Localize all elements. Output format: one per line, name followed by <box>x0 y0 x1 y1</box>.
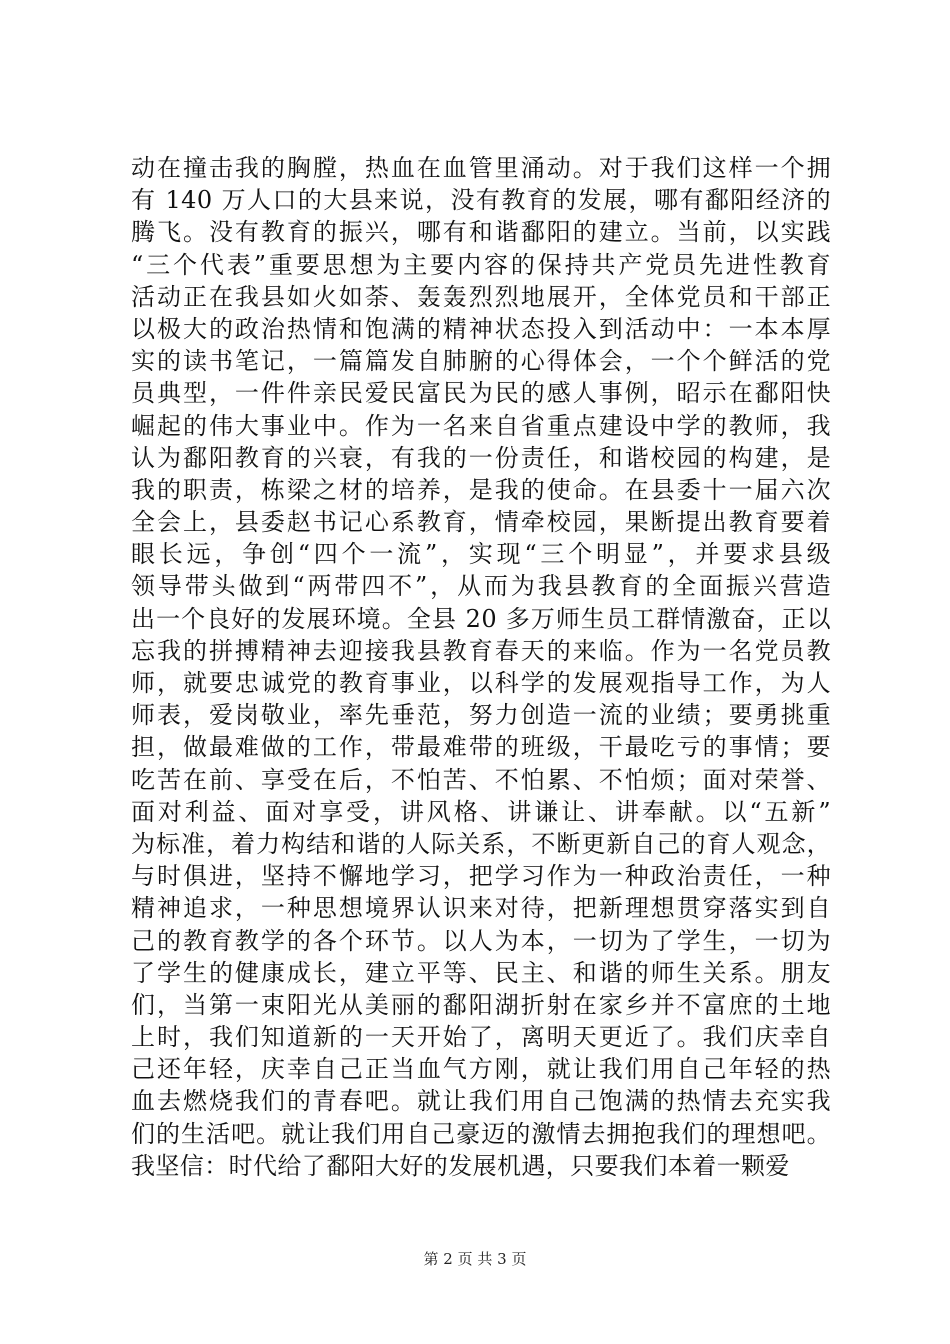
text-line-8: 员典型，一件件亲民爱民富民为民的感人事例，昭示在鄱阳快 <box>131 379 831 408</box>
body-text <box>131 152 831 1182</box>
text-line-7: 实的读书笔记，一篇篇发自肺腑的心得体会，一个个鲜活的党 <box>131 347 831 376</box>
text-line-9: 崛起的伟大事业中。作为一名来自省重点建设中学的教师，我 <box>131 411 831 440</box>
text-line-4: “三个代表”重要思想为主要内容的保持共产党员先进性教育 <box>131 250 831 279</box>
text-line-19: 担，做最难做的工作，带最难带的班级，干最吃亏的事情；要 <box>131 733 831 762</box>
text-line-20: 吃苦在前、享受在后，不怕苦、不怕累、不怕烦；面对荣誉、 <box>131 765 831 794</box>
text-line-3: 腾飞。没有教育的振兴，哪有和谐鄱阳的建立。当前，以实践 <box>131 218 831 247</box>
text-line-16: 忘我的拼搏精神去迎接我县教育春天的来临。作为一名党员教 <box>131 636 831 665</box>
text-line-21: 面对利益、面对享受，讲风格、讲谦让、讲奉献。以“五新” <box>131 797 831 826</box>
text-line-13: 眼长远，争创“四个一流”，实现“三个明显”，并要求县级 <box>131 540 831 569</box>
text-line-31: 们的生活吧。就让我们用自己豪迈的激情去拥抱我们的理想吧。 <box>131 1119 831 1148</box>
text-line-15: 出一个良好的发展环境。全县 20 多万师生员工群情激奋，正以 <box>131 604 831 633</box>
text-line-32: 我坚信：时代给了鄱阳大好的发展机遇，只要我们本着一颗爱 <box>131 1151 790 1180</box>
text-line-11: 我的职责，栋梁之材的培养，是我的使命。在县委十一届六次 <box>131 475 831 504</box>
text-line-2: 有 140 万人口的大县来说，没有教育的发展，哪有鄱阳经济的 <box>131 186 831 215</box>
text-line-26: 了学生的健康成长，建立平等、民主、和谐的师生关系。朋友 <box>131 958 831 987</box>
text-line-18: 师表，爱岗敬业，率先垂范，努力创造一流的业绩；要勇挑重 <box>131 701 831 730</box>
text-line-28: 上时，我们知道新的一天开始了，离明天更近了。我们庆幸自 <box>131 1023 831 1052</box>
text-line-30: 血去燃烧我们的青春吧。就让我们用自己饱满的热情去充实我 <box>131 1087 831 1116</box>
text-line-29: 己还年轻，庆幸自己正当血气方刚，就让我们用自己年轻的热 <box>131 1055 831 1084</box>
text-line-22: 为标准，着力构结和谐的人际关系，不断更新自己的育人观念， <box>131 829 831 858</box>
text-line-25: 己的教育教学的各个环节。以人为本，一切为了学生，一切为 <box>131 926 831 955</box>
text-line-5: 活动正在我县如火如荼、轰轰烈烈地展开，全体党员和干部正 <box>131 282 831 311</box>
text-line-10: 认为鄱阳教育的兴衰，有我的一份责任，和谐校园的构建，是 <box>131 443 831 472</box>
text-line-1: 动在撞击我的胸膛，热血在血管里涌动。对于我们这样一个拥 <box>131 154 831 182</box>
text-line-6: 以极大的政治热情和饱满的精神状态投入到活动中：一本本厚 <box>131 314 831 343</box>
text-line-14: 领导带头做到“两带四不”，从而为我县教育的全面振兴营造 <box>131 572 831 601</box>
text-line-17: 师，就要忠诚党的教育事业，以科学的发展观指导工作，为人 <box>131 669 831 697</box>
text-line-23: 与时俱进，坚持不懈地学习，把学习作为一种政治责任，一种 <box>131 862 831 891</box>
text-line-24: 精神追求，一种思想境界认识来对待，把新理想贯穿落实到自 <box>131 894 831 923</box>
page-number-footer: 第 2 页 共 3 页 <box>423 1250 527 1268</box>
text-line-27: 们，当第一束阳光从美丽的鄱阳湖折射在家乡并不富庶的土地 <box>131 990 831 1019</box>
text-line-12: 全会上，县委赵书记心系教育，情牵校园，果断提出教育要着 <box>131 508 831 537</box>
